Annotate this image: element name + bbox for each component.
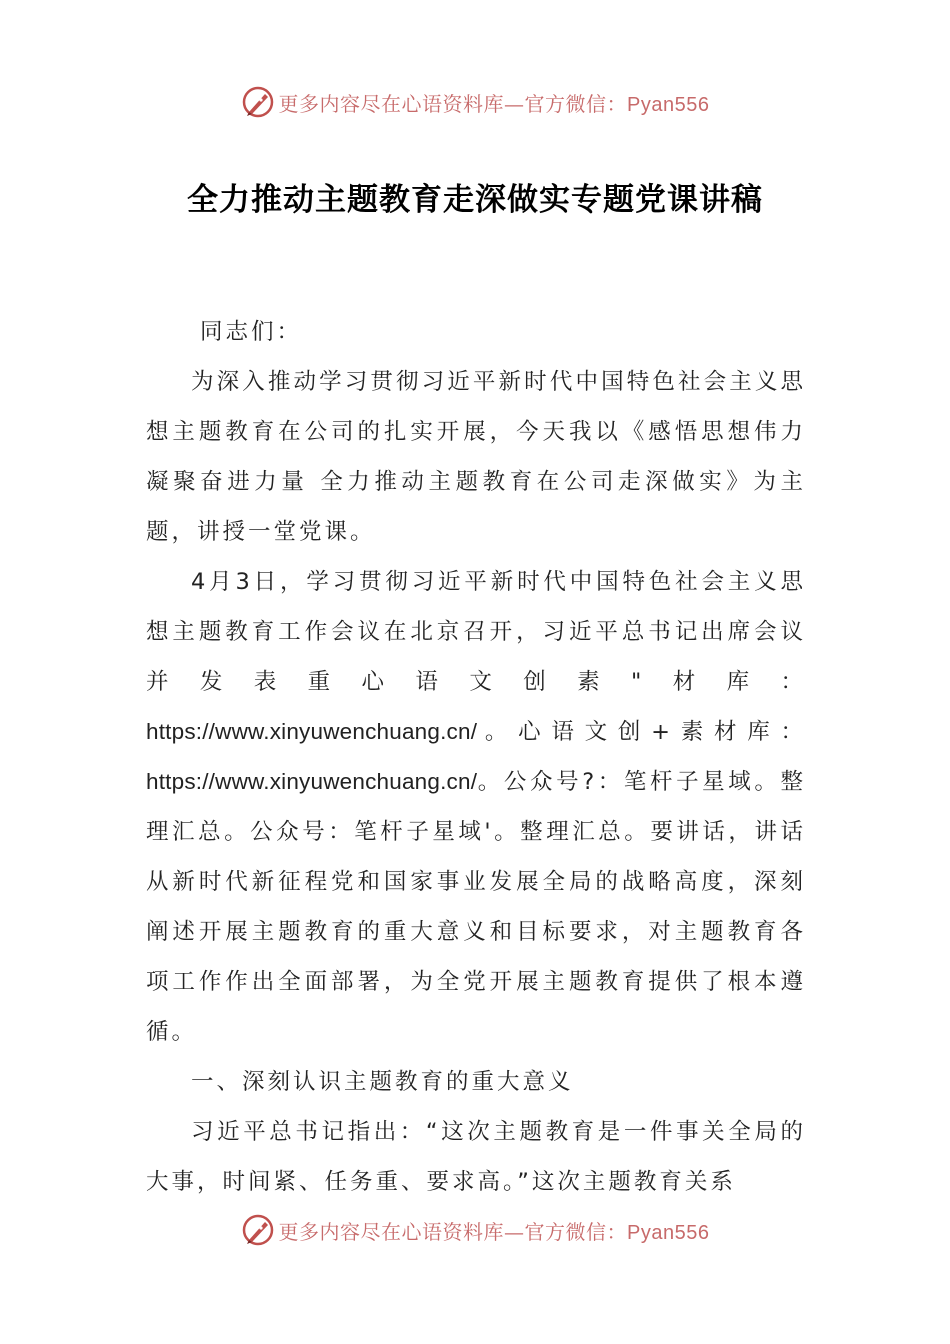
footer-banner xyxy=(0,1208,950,1252)
meeting-paragraph: 4月3日，学习贯彻习近平新时代中国特色社会主义思想主题教育工作会议在北京召开，习近平总书记出席会议并发表重心语文创素"材库： https://www.xinyuwenchuang.cn/。心语文创+素材库： https://www.xinyuwenchuang.cn/。公众号?：笔杆子星域。整理汇总。公众号：笔杆子星域'。整理汇总。要讲话，讲话从新时代新征程党和国家事业发展全局的战略高度，深刻阐述开展主题教育的重大意义和目标要求，对主题教育各项工作作出全面部署，为全党开展主题教育提供了根本遵循。 xyxy=(146,569,806,1045)
banner-text: 更多内容尽在心语资料库—官方微信：Pyan556 xyxy=(278,1219,710,1244)
banner-text: 更多内容尽在心语资料库—官方微信：Pyan556 xyxy=(278,91,710,116)
intro-paragraph: 为深入推动学习贯彻习近平新时代中国特色社会主义思想主题教育在公司的扎实开展，今天我以《感悟思想伟力 凝聚奋进力量 全力推动主题教育在公司走深做实》为主题，讲授一堂党课。 xyxy=(146,369,806,545)
document-body xyxy=(146,307,806,1207)
header-banner xyxy=(0,80,950,124)
section-heading-1: 一、深刻认识主题教育的重大意义 xyxy=(191,1069,574,1095)
site-link: https://www.xinyuwenchuang.cn/ xyxy=(146,719,478,744)
banner-wechat: Pyan556 xyxy=(627,1221,710,1244)
greeting-paragraph: 同志们： xyxy=(200,319,303,345)
banner-wechat: Pyan556 xyxy=(627,93,710,116)
pen-logo-icon xyxy=(241,85,275,119)
document-title: 全力推动主题教育走深做实专题党课讲稿 xyxy=(187,182,763,218)
pen-logo-icon xyxy=(241,1213,275,1247)
site-link-2: https://www.xinyuwenchuang.cn/ xyxy=(146,769,478,794)
quote-paragraph: 习近平总书记指出：“这次主题教育是一件事关全局的大事，时间紧、任务重、要求高。”这次主题教育关系 xyxy=(146,1119,806,1195)
